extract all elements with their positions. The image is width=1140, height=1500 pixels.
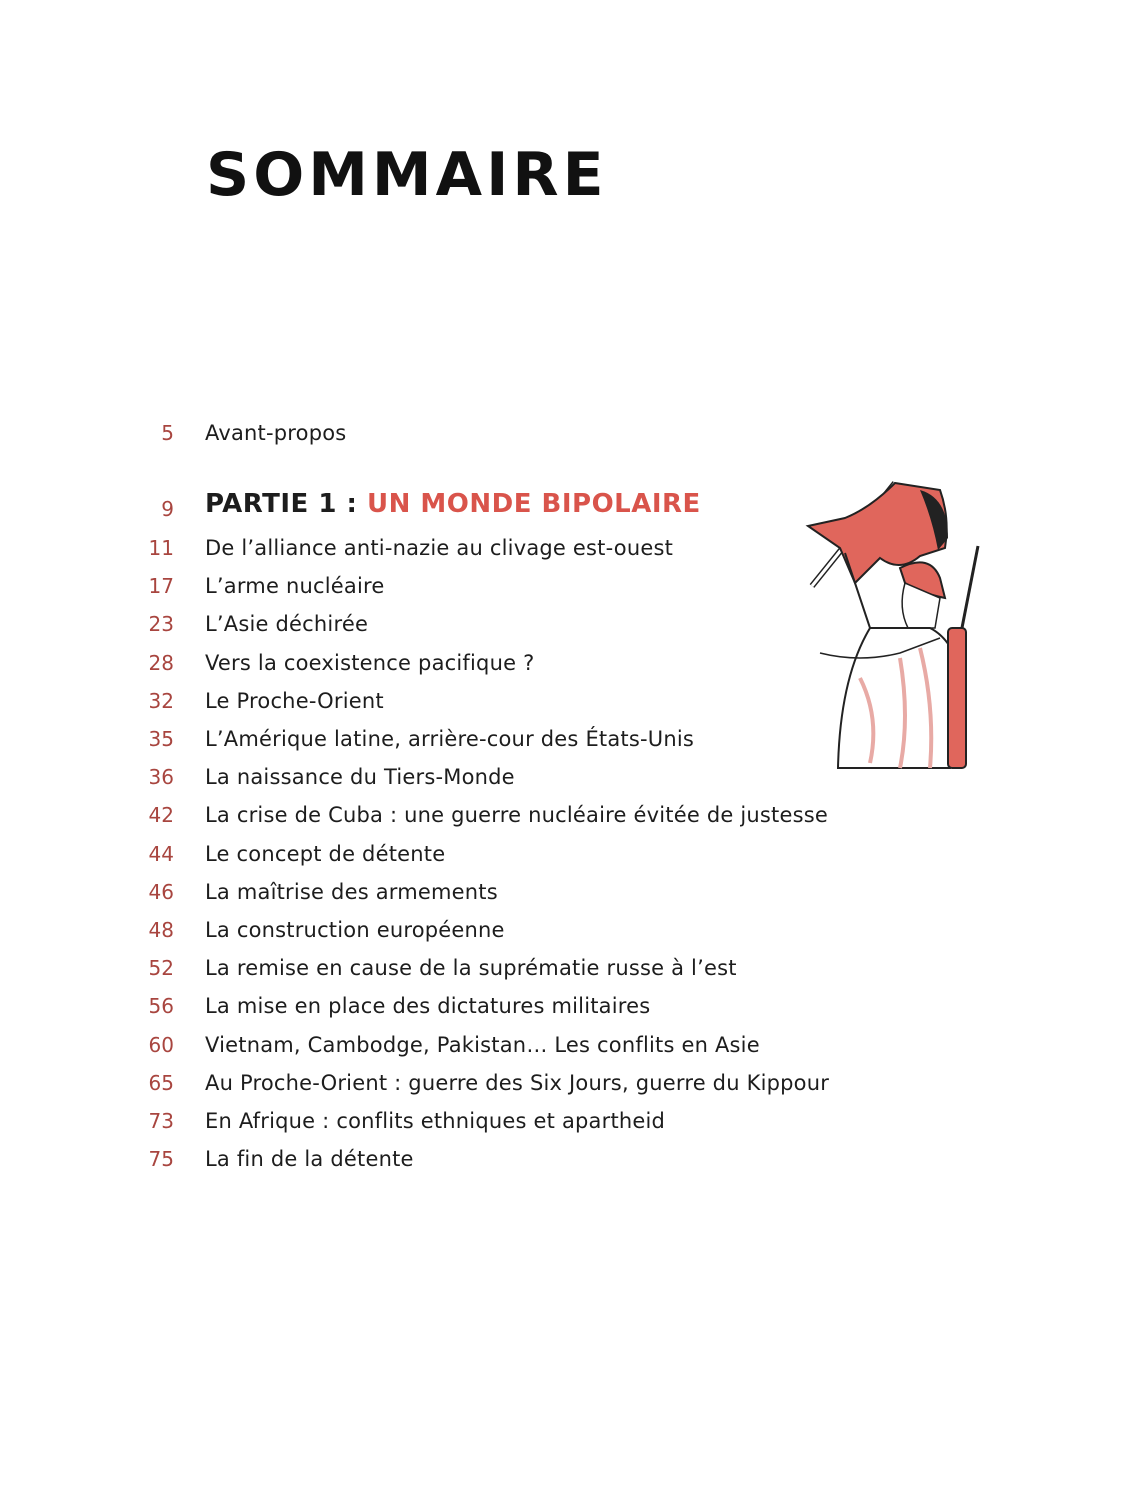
toc-entry[interactable] <box>0 762 515 792</box>
entry-label: Au Proche-Orient : guerre des Six Jours, guerre du Kippour <box>205 1070 830 1095</box>
toc-entry[interactable] <box>0 571 384 601</box>
toc-part-heading[interactable] <box>0 489 701 519</box>
page-number: 65 <box>148 1070 174 1095</box>
page-number: 60 <box>148 1032 174 1057</box>
toc-entry[interactable] <box>0 686 384 716</box>
entry-label: Le Proche-Orient <box>205 688 384 713</box>
entry-label: En Afrique : conflits ethniques et apartheid <box>205 1109 666 1133</box>
page-number: 9 <box>161 497 174 521</box>
toc-entry[interactable] <box>0 648 534 678</box>
page-number: 52 <box>148 956 174 981</box>
toc-entry[interactable] <box>0 1144 414 1174</box>
page-number: 36 <box>148 765 174 790</box>
entry-label: L’Asie déchirée <box>205 612 369 637</box>
page-number: 28 <box>148 650 174 675</box>
page-number: 35 <box>148 727 174 751</box>
page-number: 42 <box>148 803 174 828</box>
marianne-illustration <box>800 478 990 773</box>
toc-entry[interactable] <box>0 609 368 639</box>
entry-label: L’arme nucléaire <box>205 574 385 599</box>
toc-entry[interactable] <box>0 839 445 869</box>
toc-entry[interactable] <box>0 915 505 945</box>
toc-entry[interactable] <box>0 724 694 754</box>
entry-label: La construction européenne <box>205 918 505 942</box>
toc-entry[interactable] <box>0 800 828 830</box>
page-number: 32 <box>148 688 174 713</box>
entry-label: La maîtrise des armements <box>205 879 498 904</box>
toc-entry[interactable] <box>0 533 673 563</box>
entry-label: Vers la coexistence pacifique ? <box>205 650 535 675</box>
page-number: 48 <box>148 918 174 942</box>
entry-label: La mise en place des dictatures militaires <box>205 994 651 1019</box>
page-number: 17 <box>148 574 174 599</box>
entry-label: La crise de Cuba : une guerre nucléaire évitée de justesse <box>205 803 829 828</box>
page-title: SOMMAIRE <box>206 140 608 210</box>
toc-entry[interactable] <box>0 877 498 907</box>
page-number: 56 <box>148 994 174 1019</box>
part-name: UN MONDE BIPOLAIRE <box>366 489 701 519</box>
part-prefix: PARTIE 1 : <box>205 489 358 519</box>
entry-label: La naissance du Tiers-Monde <box>205 765 515 790</box>
page-number: 44 <box>148 841 174 866</box>
page-number: 11 <box>148 536 174 560</box>
page-number: 5 <box>161 421 174 445</box>
page-number: 23 <box>148 612 174 637</box>
page-number: 75 <box>148 1147 174 1172</box>
entry-label: Le concept de détente <box>205 841 446 866</box>
entry-label: Vietnam, Cambodge, Pakistan… Les conflits en Asie <box>205 1032 760 1057</box>
toc-entry[interactable] <box>0 1106 665 1136</box>
page-number: 73 <box>148 1109 174 1133</box>
entry-label: La remise en cause de la suprématie russe à l’est <box>205 956 737 981</box>
page-number: 46 <box>148 879 174 904</box>
toc-entry[interactable] <box>0 953 737 983</box>
entry-label: De l’alliance anti-nazie au clivage est-ouest <box>205 536 674 560</box>
entry-label: L’Amérique latine, arrière-cour des États-Unis <box>205 727 695 751</box>
toc-entry[interactable] <box>0 991 650 1021</box>
entry-label: Avant-propos <box>205 421 347 445</box>
entry-label: La fin de la détente <box>205 1147 414 1172</box>
toc-entry[interactable] <box>0 1068 829 1098</box>
toc-entry[interactable] <box>0 1030 760 1060</box>
toc-entry-intro[interactable] <box>0 418 346 448</box>
